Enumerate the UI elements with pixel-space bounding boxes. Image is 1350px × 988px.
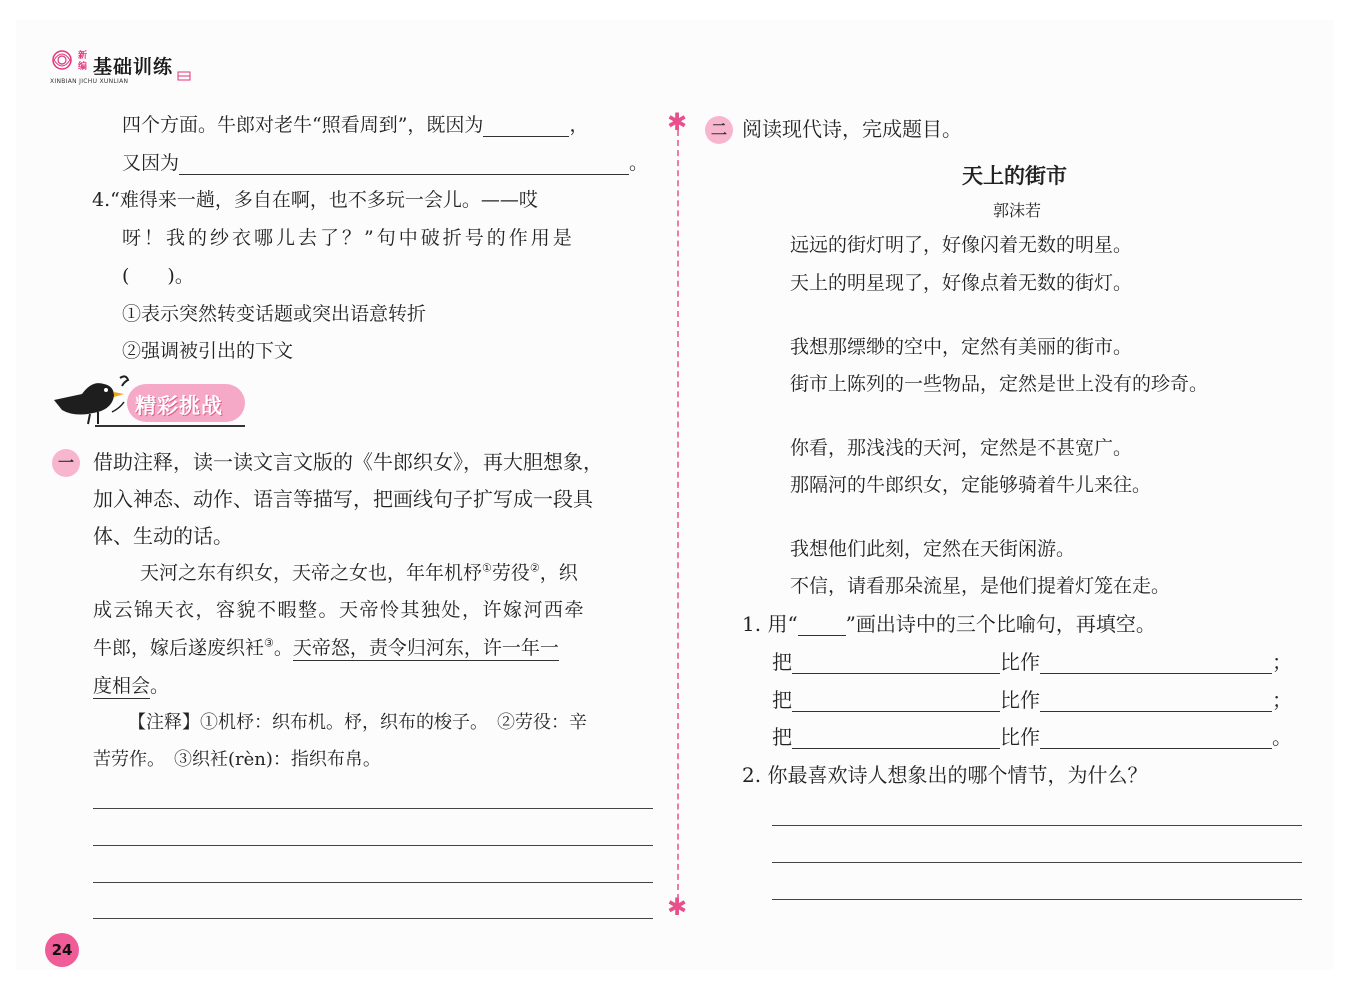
text-fragment: 。 <box>1272 725 1292 749</box>
text-fragment: 牛郎，嫁后遂废织衽 <box>93 637 265 659</box>
underlined-sentence: 度相会 <box>93 675 151 697</box>
text-fragment: 比作 <box>1000 650 1040 674</box>
poem-line: 街市上陈列的一些物品，定然是世上没有的珍奇。 <box>790 373 1209 395</box>
banner-underline <box>95 425 245 427</box>
text-fragment: 。 <box>273 637 293 659</box>
writing-line[interactable] <box>772 899 1302 900</box>
fill-row <box>772 725 1292 749</box>
poem-line: 不信，请看那朵流星，是他们提着灯笼在走。 <box>790 575 1171 597</box>
answer-blank[interactable] <box>792 728 1000 749</box>
answer-blank[interactable] <box>1040 691 1272 712</box>
classical-text-line <box>93 636 559 660</box>
text-fragment: ， <box>569 114 589 136</box>
text-line <box>122 151 648 175</box>
answer-blank[interactable] <box>483 116 569 137</box>
text-line <box>122 113 588 137</box>
text-fragment: 1. 用“ <box>742 612 798 636</box>
text-fragment: 把 <box>772 650 792 674</box>
writing-line[interactable] <box>93 918 653 919</box>
poem-line: 那隔河的牛郎织女，定能够骑着牛儿来往。 <box>790 474 1152 496</box>
text-fragment: 天河之东有织女，天帝之女也，年年机杼 <box>140 562 483 584</box>
fill-row <box>772 688 1292 712</box>
text-fragment: 又因为 <box>122 152 180 174</box>
footnote-mark: ① <box>482 561 492 575</box>
section-2-number: 二 <box>705 116 733 144</box>
writing-line[interactable] <box>772 862 1302 863</box>
section-1-instruction: 加入神态、动作、语言等描写，把画线句子扩写成一段具 <box>93 487 593 511</box>
question-1 <box>742 612 1156 636</box>
poem-line: 远远的街灯明了，好像闪着无数的明星。 <box>790 234 1133 256</box>
text-fragment: 把 <box>772 688 792 712</box>
text-fragment: 四个方面。牛郎对老牛“照看周到”，既因为 <box>122 114 484 136</box>
answer-blank[interactable] <box>792 653 1000 674</box>
question-4-line: 4.“难得来一趟，多自在啊，也不多玩一会儿。——哎 <box>92 189 538 211</box>
section-1-instruction: 体、生动的话。 <box>93 524 233 548</box>
text-fragment: 把 <box>772 725 792 749</box>
footnote-mark: ③ <box>264 636 274 650</box>
bird-icon <box>52 372 132 427</box>
star-icon: ✱ <box>667 893 688 921</box>
poem-line: 你看，那浅浅的天河，定然是不甚宽广。 <box>790 437 1133 459</box>
poem-line: 我想他们此刻，定然在天街闲游。 <box>790 538 1076 560</box>
answer-blank[interactable] <box>1040 728 1272 749</box>
section-2-instruction: 阅读现代诗，完成题目。 <box>742 117 962 141</box>
star-icon: ✱ <box>667 108 688 136</box>
text-fragment: 。 <box>629 152 649 174</box>
writing-line[interactable] <box>93 845 653 846</box>
classical-text-line: 成云锦天衣，容貌不暇整。天帝怜其独处，许嫁河西牵 <box>93 599 586 621</box>
underline-sample <box>798 617 846 636</box>
option-2: ②强调被引出的下文 <box>122 340 294 362</box>
book-subtitle: XINBIAN JICHU XUNLIAN <box>50 78 129 85</box>
text-fragment: ； <box>1272 650 1292 674</box>
option-1: ①表示突然转变话题或突出语意转折 <box>122 303 427 325</box>
answer-blank[interactable] <box>179 154 629 175</box>
footnote-mark: ② <box>529 561 540 575</box>
text-fragment: 劳役 <box>491 562 530 584</box>
text-fragment: ”画出诗中的三个比喻句，再填空。 <box>845 612 1156 636</box>
poem-line: 我想那缥缈的空中，定然有美丽的街市。 <box>790 336 1133 358</box>
classical-text-line <box>93 674 169 698</box>
fill-row <box>772 650 1292 674</box>
underlined-sentence: 天帝怒，责令归河东，许一年一 <box>292 637 559 659</box>
text-fragment: ； <box>1272 688 1292 712</box>
writing-line[interactable] <box>772 825 1302 826</box>
annotation-line: 【注释】①机杼：织布机。杼，织布的梭子。 ②劳役：辛 <box>128 712 587 733</box>
section-1-number: 一 <box>52 449 80 477</box>
logo-tag: 新编 <box>78 51 88 72</box>
writing-line[interactable] <box>93 808 653 809</box>
classical-text-line <box>140 561 578 585</box>
question-4-line: 呀！我的纱衣哪儿去了？”句中破折号的作用是 <box>122 227 575 249</box>
question-2: 2. 你最喜欢诗人想象出的哪个情节，为什么？ <box>742 763 1148 787</box>
answer-blank[interactable] <box>792 691 1000 712</box>
annotation-line: 苦劳作。 ③织衽(rèn)：指织布帛。 <box>93 749 381 770</box>
writing-line[interactable] <box>93 882 653 883</box>
poem-line: 天上的明星现了，好像点着无数的街灯。 <box>790 272 1133 294</box>
column-divider <box>677 130 679 900</box>
section-1-instruction: 借助注释，读一读文言文版的《牛郎织女》，再大胆想象， <box>93 450 603 474</box>
text-fragment: 比作 <box>1000 725 1040 749</box>
challenge-banner-label: 精彩挑战 <box>135 394 223 418</box>
page-number: 24 <box>45 933 79 967</box>
text-fragment: 。 <box>150 675 170 697</box>
text-fragment: 比作 <box>1000 688 1040 712</box>
answer-blank[interactable] <box>1040 653 1272 674</box>
book-title: 基础训练 <box>93 56 174 78</box>
answer-paren[interactable]: ( )。 <box>122 265 194 287</box>
text-fragment: ，织 <box>539 562 578 584</box>
poem-title: 天上的街市 <box>962 164 1067 188</box>
poem-author: 郭沫若 <box>993 201 1042 220</box>
